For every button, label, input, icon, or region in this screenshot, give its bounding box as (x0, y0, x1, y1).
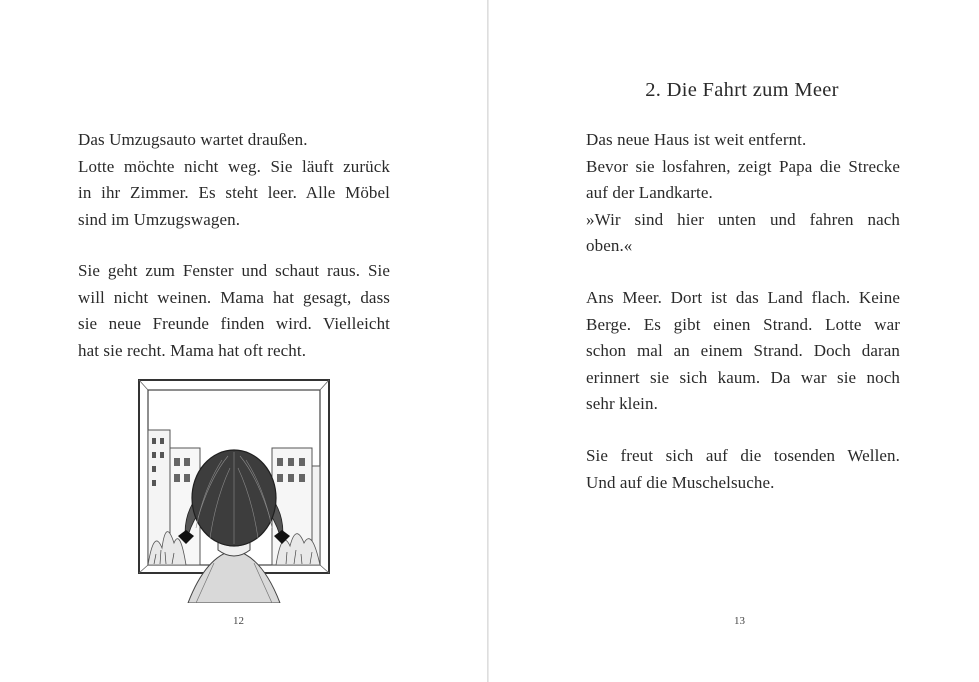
text-line: sie neue Freunde finden wird. Vielleicht (78, 314, 390, 333)
window-girl-illustration (136, 378, 332, 603)
text-line: Ans Meer. Dort ist das Land flach. Keine (586, 288, 900, 307)
chapter-title: 2. Die Fahrt zum Meer (645, 79, 839, 101)
text-line: Sie freut sich auf die tosenden Wellen. (586, 446, 900, 465)
text-line: »Wir sind hier unten und fahren nach (586, 209, 900, 229)
paragraph (78, 258, 390, 364)
text-line: sind im Umzugswagen. (78, 209, 241, 229)
text-line: auf der Landkarte. (586, 183, 713, 202)
text-line: erinnert sie sich kaum. Da war sie noch (586, 367, 900, 387)
text-line: Und auf die Muschelsuche. (586, 472, 775, 492)
paragraph (586, 285, 900, 418)
text-line: Das Umzugsauto wartet draußen. (78, 130, 308, 149)
text-line: oben.« (586, 236, 633, 255)
text-line: Bevor sie losfahren, zeigt Papa die Strecke (586, 156, 900, 176)
left-page (0, 0, 487, 682)
text-line: schon mal an einem Strand. Doch daran (586, 341, 900, 360)
text-line: sehr klein. (586, 394, 658, 413)
text-line: Sie geht zum Fenster und schaut raus. Sie (78, 261, 390, 280)
text-line: hat sie recht. Mama hat oft recht. (78, 340, 307, 360)
text-line: in ihr Zimmer. Es steht leer. Alle Möbel (78, 183, 390, 202)
text-line: Lotte möchte nicht weg. Sie läuft zurück (78, 156, 390, 176)
page-number: 13 (734, 615, 745, 627)
paragraph (586, 127, 900, 260)
page-number: 12 (233, 615, 244, 627)
right-page (489, 0, 979, 682)
paragraph (586, 443, 900, 496)
text-line: Berge. Es gibt einen Strand. Lotte war (586, 314, 900, 334)
text-line: Das neue Haus ist weit entfernt. (586, 130, 807, 149)
paragraph (78, 127, 390, 233)
text-line: will nicht weinen. Mama hat gesagt, dass (78, 287, 390, 307)
